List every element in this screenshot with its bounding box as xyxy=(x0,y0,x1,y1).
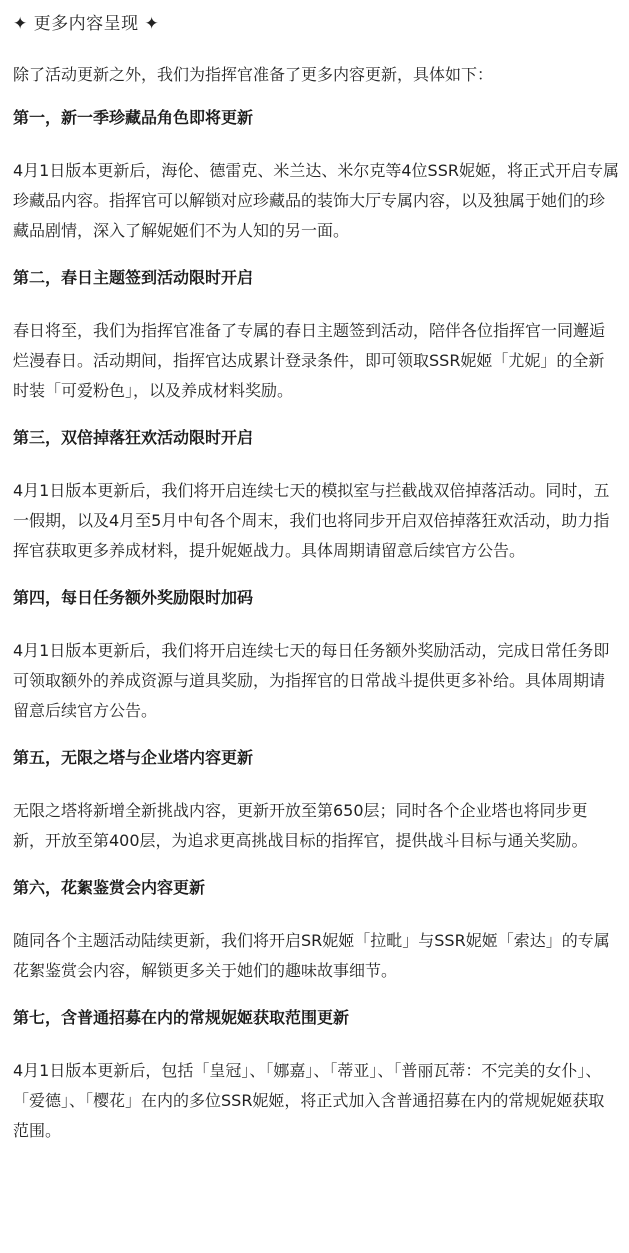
section-body: 4月1日版本更新后，我们将开启连续七天的模拟室与拦截战双倍掉落活动。同时，五一假期，以及4月至5月中旬各个周末，我们也将同步开启双倍掉落狂欢活动，助力指挥官获取更多养成材料，提升妮姬战力。具体周期请留意后续官方公告。 xyxy=(13,481,610,560)
section-1 xyxy=(13,106,619,246)
intro-paragraph: 除了活动更新之外，我们为指挥官准备了更多内容更新，具体如下： xyxy=(13,65,494,84)
section-body: 4月1日版本更新后，海伦、德雷克、米兰达、米尔克等4位SSR妮姬，将正式开启专属珍藏品内容。指挥官可以解锁对应珍藏品的装饰大厅专属内容，以及独属于她们的珍藏品剧情，深入了解妮姬们不为人知的另一面。 xyxy=(13,161,619,240)
section-heading: 第四，每日任务额外奖励限时加码 xyxy=(13,588,254,607)
section-4 xyxy=(13,586,619,726)
section-heading: 第七，含普通招募在内的常规妮姬获取范围更新 xyxy=(13,1008,350,1027)
section-heading: 第五，无限之塔与企业塔内容更新 xyxy=(13,748,254,767)
page-title: ✦ 更多内容呈现 ✦ xyxy=(13,14,160,34)
section-7 xyxy=(13,1006,619,1146)
section-body: 4月1日版本更新后，我们将开启连续七天的每日任务额外奖励活动，完成日常任务即可领取额外的养成资源与道具奖励，为指挥官的日常战斗提供更多补给。具体周期请留意后续官方公告。 xyxy=(13,641,610,720)
section-body: 随同各个主题活动陆续更新，我们将开启SR妮姬「拉毗」与SSR妮姬「索达」的专属花絮鉴赏会内容，解锁更多关于她们的趣味故事细节。 xyxy=(13,931,610,980)
section-body: 无限之塔将新增全新挑战内容，更新开放至第650层；同时各个企业塔也将同步更新，开放至第400层，为追求更高挑战目标的指挥官，提供战斗目标与通关奖励。 xyxy=(13,801,588,850)
section-body: 4月1日版本更新后，包括「皇冠」、「娜嘉」、「蒂亚」、「普丽瓦蒂：不完美的女仆」、「爱德」、「樱花」在内的多位SSR妮姬，将正式加入含普通招募在内的常规妮姬获取范围。 xyxy=(13,1061,605,1140)
section-2 xyxy=(13,266,619,406)
section-heading: 第三，双倍掉落狂欢活动限时开启 xyxy=(13,428,254,447)
section-heading: 第二，春日主题签到活动限时开启 xyxy=(13,268,254,287)
section-body: 春日将至，我们为指挥官准备了专属的春日主题签到活动，陪伴各位指挥官一同邂逅烂漫春日。活动期间，指挥官达成累计登录条件，即可领取SSR妮姬「尤妮」的全新时装「可爱粉色」，以及养成材料奖励。 xyxy=(13,321,606,400)
section-5 xyxy=(13,746,619,856)
section-heading: 第一，新一季珍藏品角色即将更新 xyxy=(13,108,254,127)
section-heading: 第六，花絮鉴赏会内容更新 xyxy=(13,878,206,897)
section-3 xyxy=(13,426,619,566)
section-6 xyxy=(13,876,619,986)
